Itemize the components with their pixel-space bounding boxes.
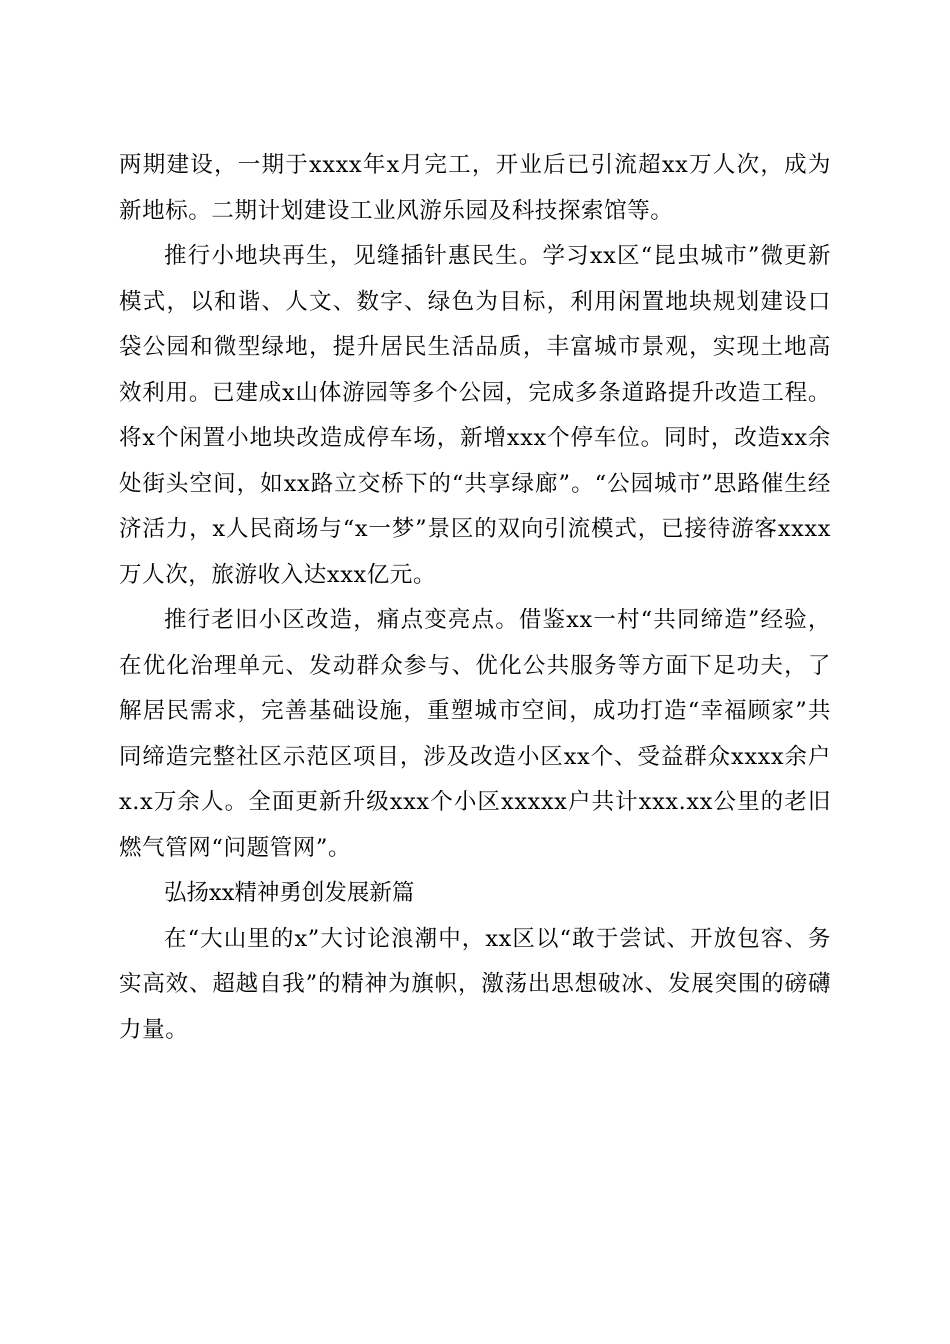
paragraph-small-plot-renewal: 推行小地块再生，见缝插针惠民生。学习xx区“昆虫城市”微更新模式，以和谐、人文、数字、绿色为目标，利用闲置地块规划建设口袋公园和微型绿地，提升居民生活品质，丰富城市景观，实现土地高效利用。已建成x山体游园等多个公园，完成多条道路提升改造工程。将x个闲置小地块改造成停车场，新增xxx个停车位。同时，改造xx余处街头空间，如xx路立交桥下的“共享绿廊”。“公园城市”思路催生经济活力，x人民商场与“x一梦”景区的双向引流模式，已接待游客xxxx万人次，旅游收入达xxx亿元。 [119,243,831,588]
paragraph-old-community-renovation: 推行老旧小区改造，痛点变亮点。借鉴xx一村“共同缔造”经验，在优化治理单元、发动群众参与、优化公共服务等方面下足功夫，了解居民需求，完善基础设施，重塑城市空间，成功打造“幸福顾家”共同缔造完整社区示范区项目，涉及改造小区xx个、受益群众xxxx余户x.x万余人。全面更新升级xxx个小区xxxxx户共计xxx.xx公里的老旧燃气管网“问题管网”。 [119,607,831,861]
section-heading: 弘扬xx精神勇创发展新篇 [164,880,415,906]
paragraph-continuation: 两期建设，一期于xxxx年x月完工，开业后已引流超xx万人次，成为新地标。二期计划建设工业风游乐园及科技探索馆等。 [119,152,831,224]
paragraph-closing: 在“大山里的x”大讨论浪潮中，xx区以“敢于尝试、开放包容、务实高效、超越自我”的精神为旗帜，激荡出思想破冰、发展突围的磅礴力量。 [119,925,831,1043]
document-body [119,143,831,1053]
